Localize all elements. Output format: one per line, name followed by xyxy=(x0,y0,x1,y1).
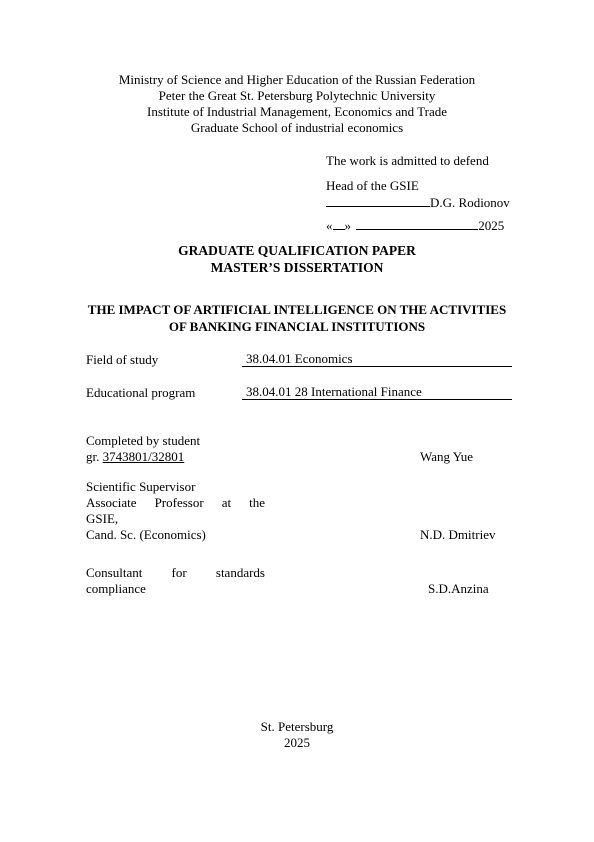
field-of-study-value: 38.04.01 Economics xyxy=(242,351,512,367)
student-group-line xyxy=(86,449,184,465)
head-signature-line xyxy=(326,194,510,211)
admitted-text: The work is admitted to defend xyxy=(326,153,489,168)
supervisor-position xyxy=(86,495,265,511)
dissertation-topic xyxy=(0,301,594,335)
position-word: at xyxy=(221,495,232,510)
school-line: Graduate School of industrial economics xyxy=(190,120,404,135)
date-close-quote: » xyxy=(344,218,351,233)
topic-line-1: THE IMPACT OF ARTIFICIAL INTELLIGENCE ON THE ACTIVITIES xyxy=(87,302,507,317)
month-blank xyxy=(356,217,478,230)
approval-date-line xyxy=(326,217,504,234)
ministry-line: Ministry of Science and Higher Education of the Russian Federation xyxy=(118,72,476,87)
approval-year: 2025 xyxy=(478,218,505,233)
consultant-word: Consultant xyxy=(86,565,143,580)
group-prefix: gr. xyxy=(86,449,100,464)
paper-title xyxy=(0,242,594,276)
date-open-quote: « xyxy=(326,218,333,233)
field-of-study-label: Field of study xyxy=(86,352,159,367)
group-number: 3743801/32801 xyxy=(102,449,185,464)
head-name: D.G. Rodionov xyxy=(430,195,510,210)
topic-line-2: OF BANKING FINANCIAL INSTITUTIONS xyxy=(168,319,426,334)
city: St. Petersburg xyxy=(260,719,334,734)
supervisor-degree: Cand. Sc. (Economics) xyxy=(86,527,206,542)
supervisor-position-cont: GSIE, xyxy=(86,511,119,526)
consultant-word: for xyxy=(171,565,187,580)
supervisor-label: Scientific Supervisor xyxy=(86,479,196,494)
signature-blank xyxy=(326,194,430,207)
student-name: Wang Yue xyxy=(420,449,473,464)
position-word: Professor xyxy=(154,495,204,510)
paper-type: GRADUATE QUALIFICATION PAPER xyxy=(178,243,416,258)
institute-line: Institute of Industrial Management, Economics and Trade xyxy=(146,104,448,119)
supervisor-name: N.D. Dmitriev xyxy=(420,527,496,542)
head-of-gsie-label: Head of the GSIE xyxy=(326,178,419,193)
degree-type: MASTER’S DISSERTATION xyxy=(210,260,384,275)
consultant-word: standards xyxy=(215,565,265,580)
consultant-label-cont: compliance xyxy=(86,581,146,596)
position-word: the xyxy=(249,495,265,510)
footer-year: 2025 xyxy=(284,735,310,750)
university-line: Peter the Great St. Petersburg Polytechnic University xyxy=(158,88,436,103)
completed-by-label: Completed by student xyxy=(86,433,201,448)
consultant-name: S.D.Anzina xyxy=(428,581,489,596)
program-value: 38.04.01 28 International Finance xyxy=(242,384,512,400)
day-blank xyxy=(333,217,345,230)
program-label: Educational program xyxy=(86,385,196,400)
position-word: Associate xyxy=(86,495,137,510)
consultant-label xyxy=(86,565,265,581)
